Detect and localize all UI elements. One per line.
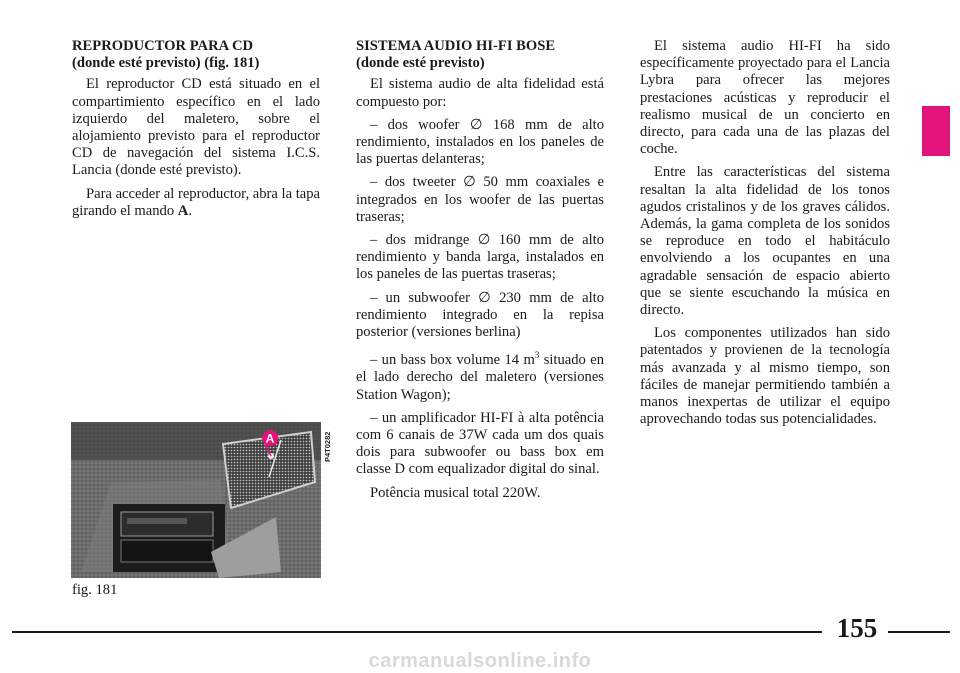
list-item: – un amplificador HI-FI à alta potência com 6 canais de 37W cada um dos quais dois para subwoofer ou bass box em classe D com equalizador digital do sinal. [356, 409, 604, 478]
footer-rule-right [888, 631, 950, 633]
list-item: – dos woofer ∅ 168 mm de alto rendimiento, instalados en los paneles de las puertas delanteras; [356, 116, 604, 168]
column-middle [356, 38, 604, 508]
paragraph: El sistema audio de alta fidelidad está compuesto por: [356, 76, 604, 110]
paragraph: El sistema audio HI-FI ha sido específicamente proyectado para el Lancia Lybra para ofrecer las mejores prestaciones acústicas y reproducir el realismo musical de un concierto en directo, para cada una de las plazas del coche. [640, 38, 890, 158]
figure-caption: fig. 181 [72, 582, 118, 598]
page-number: 155 [836, 613, 878, 643]
paragraph: Potência musical total 220W. [370, 484, 541, 501]
footer-rule-left [12, 631, 822, 633]
column-right [640, 38, 890, 434]
watermark: carmanualsonline.info [368, 650, 592, 672]
list-item: – un bass box volume 14 $m^3$ situado en el lado derecho del maletero (versiones Station Wagon); [356, 350, 604, 403]
list-item: – dos midrange ∅ 160 mm de alto rendimiento y banda larga, instalados en los paneles de las puertas traseras; [356, 232, 604, 283]
paragraph: Para acceder al reproductor, abra la tapa girando el mando A. [72, 185, 320, 219]
figure-code: P4T0282 [323, 431, 332, 462]
section-tab [922, 106, 950, 156]
column-left [72, 38, 320, 226]
list-item: – un subwoofer ∅ 230 mm de alto rendimiento integrado en la repisa posterior (versiones berlina) [356, 289, 604, 341]
trunk-photo [71, 422, 321, 578]
paragraph: Entre las características del sistema resaltan la alta fidelidad de los tonos agudos cristalinos y de los graves cálidos. Además, la gama completa de los sonidos se reproduce en todo el habitáculo envolviendo a los ocupantes en una agradable sensación de espacio abierto que se siente escuchando la música en directo. [640, 164, 890, 319]
list-item: – dos tweeter ∅ 50 mm coaxiales e integrados en los woofer de las puertas traseras; [356, 174, 604, 225]
figure-181 [71, 422, 321, 578]
callout-label-a: A [265, 431, 275, 446]
heading-audio-system: SISTEMA AUDIO HI-FI BOSE (donde esté previsto) [356, 38, 556, 72]
heading-cd-player: REPRODUCTOR PARA CD (donde esté previsto) (fig. 181) [72, 38, 260, 72]
paragraph: Los componentes utilizados han sido patentados y provienen de la tecnología más avanzada y al mismo tiempo, son fáciles de manejar permitiendo también a manos inexpertas de utilizar el equipo aprovechando todas sus potencialidades. [640, 325, 890, 428]
paragraph: El reproductor CD está situado en el compartimiento específico en el lado izquierdo del maletero, sobre el alojamiento previsto para el reproductor CD de navegación del sistema I.C.S. Lancia (donde esté previsto). [72, 76, 320, 179]
